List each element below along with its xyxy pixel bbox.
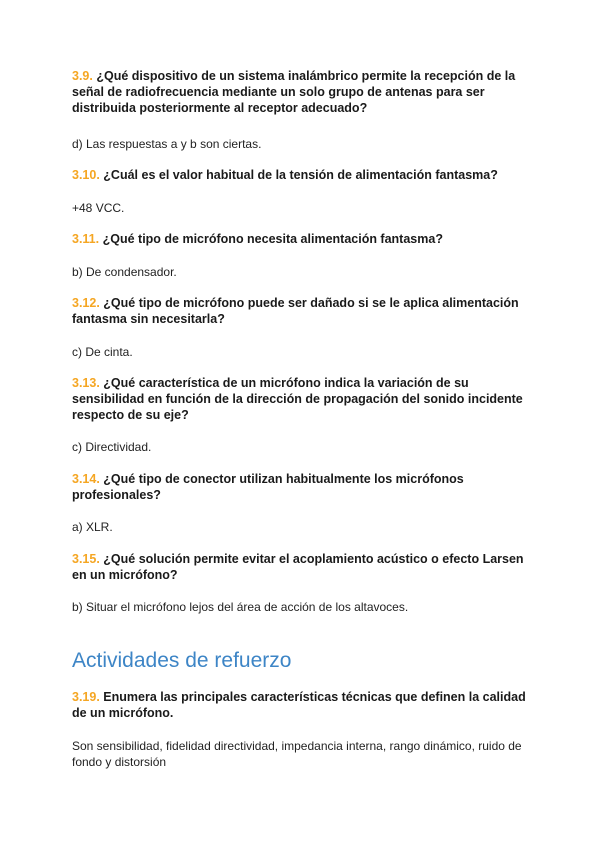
- answer-block-3-14: [72, 519, 532, 535]
- question-block-3-15: [72, 551, 532, 583]
- question-text: [72, 471, 532, 503]
- question-body: Enumera las principales características técnicas que definen la calidad de un micrófono.: [72, 690, 526, 720]
- question-body: ¿Qué tipo de micrófono puede ser dañado si se le aplica alimentación fantasma sin necesitarla?: [72, 296, 519, 326]
- answer-text: c) De cinta.: [72, 345, 133, 359]
- question-text: [72, 689, 532, 721]
- answer-block-3-13: [72, 439, 532, 455]
- question-body: ¿Qué tipo de conector utilizan habitualmente los micrófonos profesionales?: [72, 472, 464, 502]
- question-block-3-14: [72, 471, 532, 503]
- question-text: [72, 167, 532, 183]
- question-number: 3.15.: [72, 552, 100, 566]
- question-block-3-12: [72, 295, 532, 327]
- question-number: 3.10.: [72, 168, 100, 182]
- question-body: ¿Qué dispositivo de un sistema inalámbrico permite la recepción de la señal de radiofrecuencia mediante un solo grupo de antenas para ser distribuida posteriormente al receptor adecuado?: [72, 69, 516, 115]
- question-body: ¿Cuál es el valor habitual de la tensión de alimentación fantasma?: [103, 168, 498, 182]
- question-number: 3.9.: [72, 69, 93, 83]
- question-body: ¿Qué solución permite evitar el acoplamiento acústico o efecto Larsen en un micrófono?: [72, 552, 524, 582]
- question-number: 3.13.: [72, 376, 100, 390]
- answer-text: c) Directividad.: [72, 440, 152, 454]
- question-body: ¿Qué tipo de micrófono necesita alimentación fantasma?: [102, 232, 443, 246]
- question-block-3-9: [72, 68, 532, 116]
- answer-text: b) De condensador.: [72, 265, 177, 279]
- answer-block-3-11: [72, 264, 532, 280]
- answer-block-3-12: [72, 344, 532, 360]
- question-number: 3.12.: [72, 296, 100, 310]
- question-number: 3.19.: [72, 690, 100, 704]
- answer-text: a) XLR.: [72, 520, 113, 534]
- question-block-3-11: [72, 231, 532, 247]
- answer-text: Son sensibilidad, fidelidad directividad, impedancia interna, rango dinámico, ruido de fondo y distorsión: [72, 739, 522, 769]
- answer-text: +48 VCC.: [72, 201, 125, 215]
- answer-text: d) Las respuestas a y b son ciertas.: [72, 137, 262, 151]
- question-block-3-10: [72, 167, 532, 183]
- section-title: Actividades de refuerzo: [72, 649, 292, 672]
- question-text: [72, 295, 532, 327]
- section-header: [72, 648, 532, 674]
- question-body: ¿Qué característica de un micrófono indica la variación de su sensibilidad en función de la dirección de propagación del sonido incidente respecto de su eje?: [72, 376, 523, 422]
- answer-block-3-9: [72, 136, 532, 152]
- question-number: 3.11.: [72, 232, 100, 246]
- question-text: [72, 68, 532, 116]
- question-text: [72, 375, 532, 423]
- answer-block-3-19: [72, 738, 532, 770]
- question-number: 3.14.: [72, 472, 100, 486]
- question-text: [72, 231, 532, 247]
- answer-block-3-15: [72, 599, 532, 615]
- answer-text: b) Situar el micrófono lejos del área de acción de los altavoces.: [72, 600, 409, 614]
- question-block-3-13: [72, 375, 532, 423]
- question-block-3-19: [72, 689, 532, 721]
- question-text: [72, 551, 532, 583]
- answer-block-3-10: [72, 200, 532, 216]
